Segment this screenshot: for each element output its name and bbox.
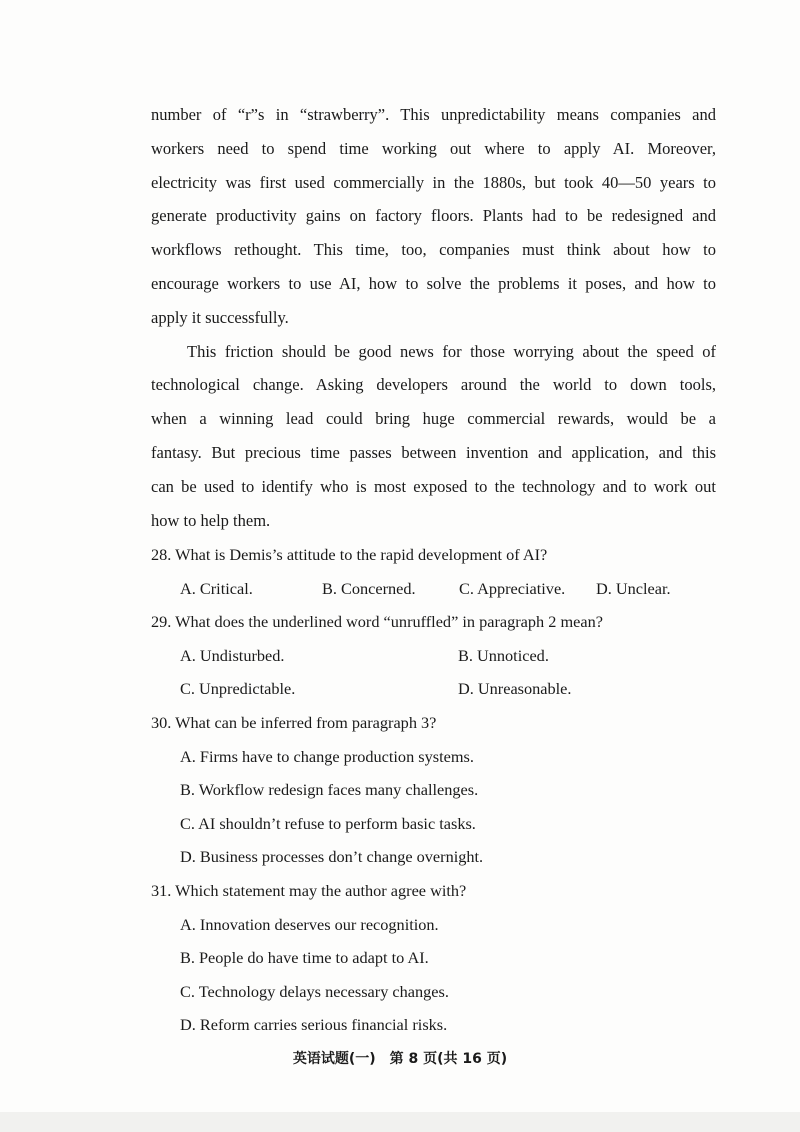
passage-line: when a winning lead could bring huge commercial rewards, would be a [151, 409, 716, 429]
question-28-options [151, 572, 731, 606]
option-31-d[interactable]: D. Reform carries serious financial risks. [180, 1015, 448, 1035]
passage-line: apply it successfully. [151, 307, 289, 327]
option-31-c[interactable]: C. Technology delays necessary changes. [180, 981, 449, 1001]
option-31-a[interactable]: A. Innovation deserves our recognition. [180, 914, 439, 934]
passage-line: how to help them. [151, 510, 271, 530]
passage-line: encourage workers to use AI, how to solve the problems it poses, and how to [151, 273, 716, 293]
question-29-options-row2 [151, 672, 731, 706]
passage-line: can be used to identify who is most exposed to the technology and to work out [151, 476, 716, 496]
option-29-c[interactable]: C. Unpredictable. [180, 679, 296, 699]
option-29-a[interactable]: A. Undisturbed. [180, 645, 285, 665]
option-29-b[interactable]: B. Unnoticed. [458, 645, 549, 665]
passage-line: number of “r”s in “strawberry”. This unpredictability means companies and [151, 105, 716, 124]
option-30-d[interactable]: D. Business processes don’t change overnight. [180, 847, 484, 867]
option-28-a[interactable]: A. Critical. [180, 578, 253, 598]
passage-line: technological change. Asking developers around the world to down tools, [151, 375, 716, 395]
option-30-b[interactable]: B. Workflow redesign faces many challenges. [180, 780, 479, 800]
option-30-a[interactable]: A. Firms have to change production systems. [180, 746, 474, 766]
question-28-stem: 28. What is Demis’s attitude to the rapid development of AI? [151, 545, 548, 564]
passage-line: generate productivity gains on factory floors. Plants had to be redesigned and [151, 206, 716, 226]
option-28-d[interactable]: D. Unclear. [596, 578, 671, 598]
option-30-c[interactable]: C. AI shouldn’t refuse to perform basic tasks. [180, 813, 476, 833]
passage-line: workflows rethought. This time, too, companies must think about how to [151, 240, 716, 260]
option-31-b[interactable]: B. People do have time to adapt to AI. [180, 948, 429, 968]
passage-line: electricity was first used commercially in the 1880s, but took 40—50 years to [151, 172, 716, 192]
scan-edge [0, 1112, 800, 1132]
reading-passage [151, 98, 716, 537]
option-28-b[interactable]: B. Concerned. [322, 578, 416, 598]
option-28-c[interactable]: C. Appreciative. [459, 578, 566, 598]
passage-line: fantasy. But precious time passes between invention and application, and this [151, 442, 716, 462]
question-29-options-row1 [151, 639, 731, 673]
option-29-d[interactable]: D. Unreasonable. [458, 679, 572, 699]
question-31-stem: 31. Which statement may the author agree with? [151, 880, 467, 900]
page-footer: 英语试题(一) 第 8 页(共 16 页) [292, 1051, 508, 1067]
passage-line: workers need to spend time working out where to apply AI. Moreover, [151, 138, 716, 158]
passage-line: This friction should be good news for those worrying about the speed of [187, 341, 716, 361]
question-30-stem: 30. What can be inferred from paragraph 3? [151, 712, 437, 732]
question-list [151, 538, 731, 1042]
question-29-stem: 29. What does the underlined word “unruffled” in paragraph 2 mean? [151, 612, 603, 632]
